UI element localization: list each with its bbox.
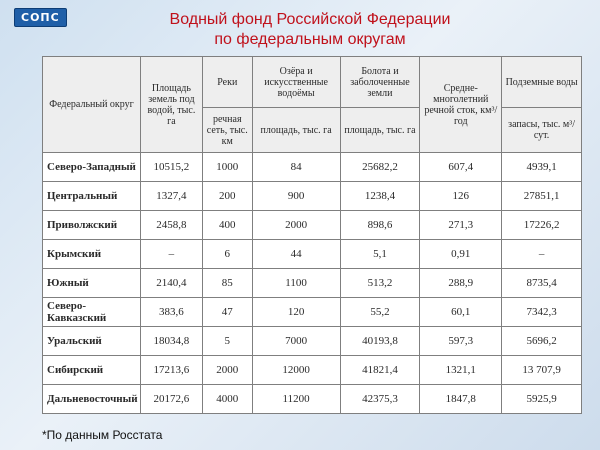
- value-cell: 1238,4: [340, 182, 420, 211]
- value-cell: 288,9: [420, 269, 502, 298]
- value-cell: 898,6: [340, 211, 420, 240]
- value-cell: 5: [202, 327, 252, 356]
- subheader-groundwater: запасы, тыс. м³/сут.: [502, 108, 582, 153]
- table-row: [43, 298, 582, 327]
- value-cell: 85: [202, 269, 252, 298]
- value-cell: 1100: [252, 269, 340, 298]
- table-row: [43, 240, 582, 269]
- value-cell: 40193,8: [340, 327, 420, 356]
- table-row: [43, 269, 582, 298]
- value-cell: 84: [252, 153, 340, 182]
- value-cell: 41821,4: [340, 356, 420, 385]
- table-row: [43, 153, 582, 182]
- value-cell: 200: [202, 182, 252, 211]
- water-fund-table: [42, 56, 582, 414]
- value-cell: 60,1: [420, 298, 502, 327]
- value-cell: 7000: [252, 327, 340, 356]
- value-cell: 12000: [252, 356, 340, 385]
- value-cell: 8735,4: [502, 269, 582, 298]
- value-cell: 10515,2: [140, 153, 202, 182]
- value-cell: 120: [252, 298, 340, 327]
- district-name-cell: Южный: [43, 269, 141, 298]
- value-cell: 27851,1: [502, 182, 582, 211]
- value-cell: –: [502, 240, 582, 269]
- district-name-cell: Уральский: [43, 327, 141, 356]
- value-cell: 5,1: [340, 240, 420, 269]
- district-name-cell: Северо-Западный: [43, 153, 141, 182]
- district-name-cell: Дальневосточный: [43, 385, 141, 414]
- value-cell: 11200: [252, 385, 340, 414]
- value-cell: 1321,1: [420, 356, 502, 385]
- page-title: [150, 10, 470, 50]
- value-cell: 25682,2: [340, 153, 420, 182]
- table-row: [43, 211, 582, 240]
- value-cell: 5696,2: [502, 327, 582, 356]
- title-line-1: Водный фонд Российской Федерации: [169, 11, 451, 28]
- value-cell: 597,3: [420, 327, 502, 356]
- value-cell: 1327,4: [140, 182, 202, 211]
- district-name-cell: Крымский: [43, 240, 141, 269]
- header-groundwater: Подземные воды: [502, 57, 582, 108]
- table-row: [43, 182, 582, 211]
- table-row: [43, 385, 582, 414]
- value-cell: 6: [202, 240, 252, 269]
- value-cell: 900: [252, 182, 340, 211]
- table-body: [43, 153, 582, 414]
- value-cell: 5925,9: [502, 385, 582, 414]
- table-row: [43, 356, 582, 385]
- value-cell: 4939,1: [502, 153, 582, 182]
- value-cell: 607,4: [420, 153, 502, 182]
- district-name-cell: Сибирский: [43, 356, 141, 385]
- district-name-cell: Центральный: [43, 182, 141, 211]
- subheader-swamps: площадь, тыс. га: [340, 108, 420, 153]
- header-district: Федеральный округ: [43, 57, 141, 153]
- value-cell: 0,91: [420, 240, 502, 269]
- value-cell: 271,3: [420, 211, 502, 240]
- value-cell: 47: [202, 298, 252, 327]
- subheader-rivers: речная сеть, тыс. км: [202, 108, 252, 153]
- value-cell: 42375,3: [340, 385, 420, 414]
- header-runoff: Средне-многолетний речной сток, км³/год: [420, 57, 502, 153]
- value-cell: 383,6: [140, 298, 202, 327]
- value-cell: 55,2: [340, 298, 420, 327]
- value-cell: 13 707,9: [502, 356, 582, 385]
- header-lakes: Озёра и искусственные водоёмы: [252, 57, 340, 108]
- value-cell: 4000: [202, 385, 252, 414]
- value-cell: 44: [252, 240, 340, 269]
- value-cell: 2000: [252, 211, 340, 240]
- value-cell: 17226,2: [502, 211, 582, 240]
- value-cell: 20172,6: [140, 385, 202, 414]
- district-name-cell: Приволжский: [43, 211, 141, 240]
- value-cell: 1000: [202, 153, 252, 182]
- value-cell: 7342,3: [502, 298, 582, 327]
- value-cell: 513,2: [340, 269, 420, 298]
- value-cell: 18034,8: [140, 327, 202, 356]
- title-line-2: по федеральным округам: [214, 31, 406, 48]
- sops-logo: СОПС: [14, 8, 67, 27]
- value-cell: 2140,4: [140, 269, 202, 298]
- value-cell: 400: [202, 211, 252, 240]
- district-name-cell: Северо-Кавказский: [43, 298, 141, 327]
- header-area: Площадь земель под водой, тыс. га: [140, 57, 202, 153]
- header-rivers: Реки: [202, 57, 252, 108]
- footnote: *По данным Росстата: [42, 428, 163, 442]
- subheader-lakes: площадь, тыс. га: [252, 108, 340, 153]
- table-row: [43, 327, 582, 356]
- value-cell: 1847,8: [420, 385, 502, 414]
- value-cell: –: [140, 240, 202, 269]
- value-cell: 17213,6: [140, 356, 202, 385]
- value-cell: 2000: [202, 356, 252, 385]
- header-swamps: Болота и заболоченные земли: [340, 57, 420, 108]
- value-cell: 126: [420, 182, 502, 211]
- value-cell: 2458,8: [140, 211, 202, 240]
